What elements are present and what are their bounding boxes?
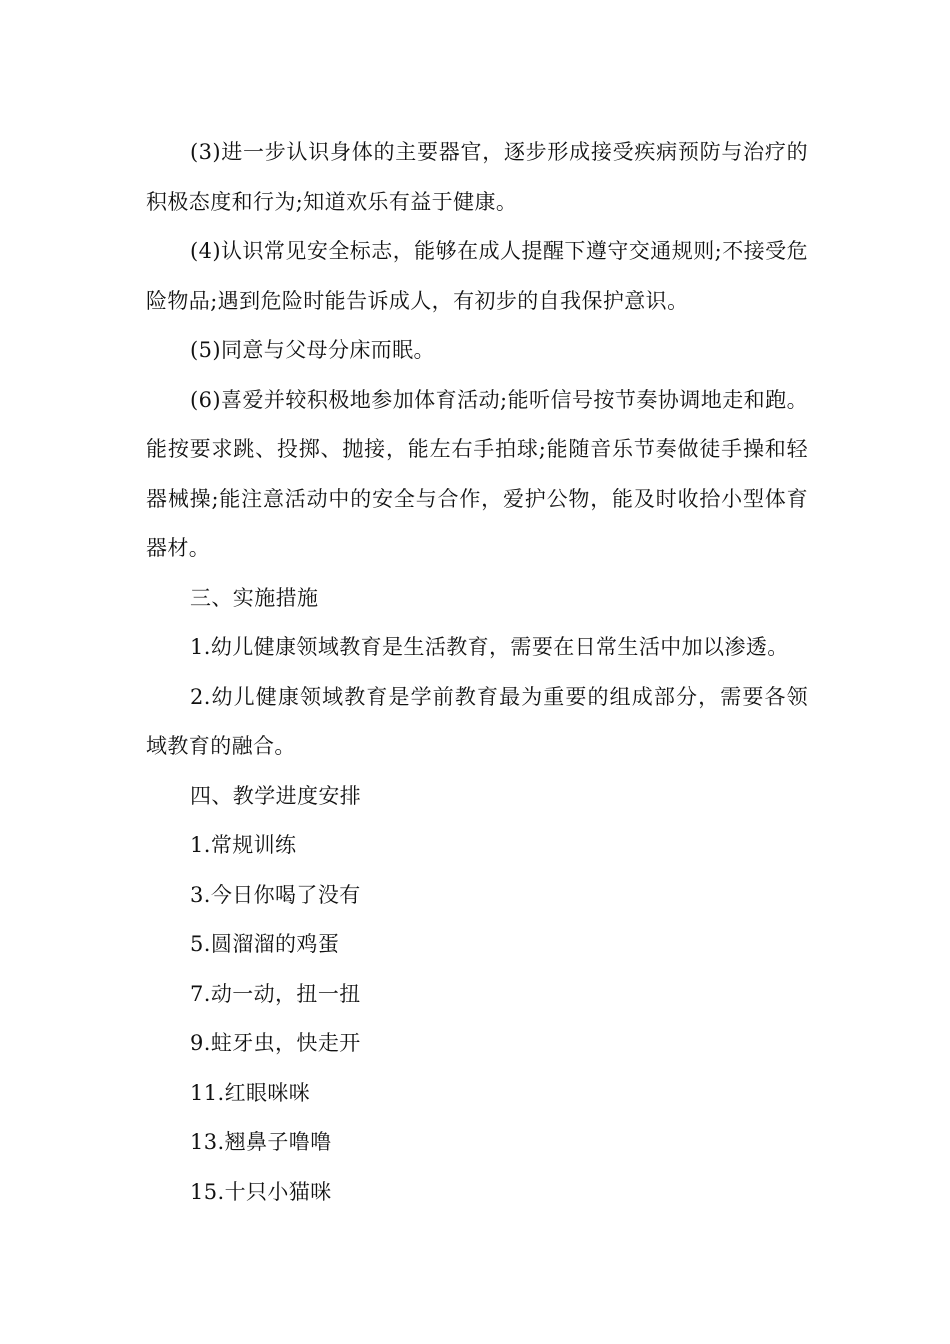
document-body	[146, 128, 808, 1217]
schedule-item: 11.红眼咪咪	[190, 1080, 311, 1105]
schedule-item: 1.常规训练	[190, 833, 297, 857]
paragraph-sports-activities: (6)喜爱并较积极地参加体育活动;能听信号按节奏协调地走和跑。能按要求跳、投掷、抛接，能左右手拍球;能随音乐节奏做徒手操和轻器械操;能注意活动中的安全与合作，爱护公物，能及时收拾小型体育器材。	[146, 387, 808, 560]
schedule-item: 9.蛀牙虫，快走开	[190, 1031, 361, 1055]
schedule-item: 7.动一动，扭一扭	[190, 981, 361, 1006]
schedule-item: 15.十只小猫咪	[190, 1179, 332, 1204]
schedule-item: 13.翘鼻子噜噜	[190, 1130, 332, 1154]
measure-item-2: 2.幼儿健康领域教育是学前教育最为重要的组成部分，需要各领域教育的融合。	[146, 684, 808, 758]
paragraph-safety-signs: (4)认识常见安全标志，能够在成人提醒下遵守交通规则;不接受危险物品;遇到危险时能告诉成人，有初步的自我保护意识。	[146, 239, 808, 313]
measure-item-1: 1.幼儿健康领域教育是生活教育，需要在日常生活中加以渗透。	[190, 635, 789, 659]
schedule-item: 3.今日你喝了没有	[190, 882, 361, 907]
paragraph-body-organs: (3)进一步认识身体的主要器官，逐步形成接受疾病预防与治疗的积极态度和行为;知道欢乐有益于健康。	[146, 140, 808, 214]
section-heading-measures: 三、实施措施	[190, 585, 319, 610]
section-heading-schedule: 四、教学进度安排	[190, 783, 362, 808]
paragraph-separate-bed: (5)同意与父母分床而眠。	[190, 338, 435, 362]
schedule-item: 5.圆溜溜的鸡蛋	[190, 932, 340, 956]
